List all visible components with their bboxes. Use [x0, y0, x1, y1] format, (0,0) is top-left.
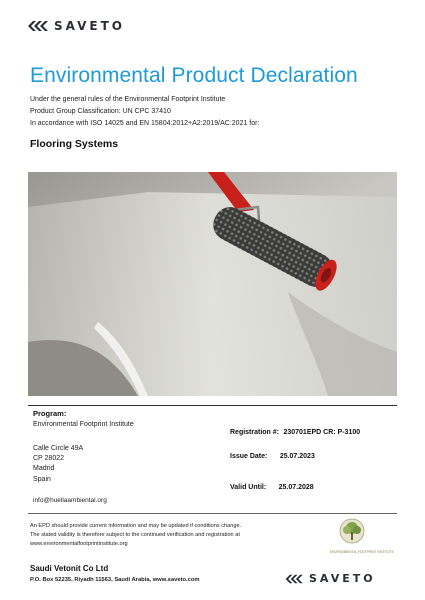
footer-brand-name: SAVETO: [309, 572, 376, 585]
standard-line: In accordance with ISO 14025 and EN 15804:2012+A2:2019/AC:2021 for:: [30, 120, 260, 127]
rules-line: Under the general rules of the Environmental Footprint Institute: [30, 96, 226, 103]
issue-date-row: [230, 445, 315, 463]
classification-line: Product Group Classification: UN CPC 37410: [30, 108, 171, 115]
footer-chevron-icon: [285, 573, 305, 585]
cover-photo: [28, 172, 397, 396]
disclaimer-line-1: An EPD should provide current information and may be updated if conditions change.: [30, 523, 242, 529]
saveto-logo: [28, 19, 125, 33]
program-email[interactable]: info@huellaambiental.org: [33, 497, 107, 504]
valid-until-row: [230, 476, 314, 494]
seal-caption: ENVIRONMENTAL FOOTPRINT INSTITUTE: [330, 550, 394, 554]
tree-globe-icon: [335, 518, 369, 544]
registration-value: 230701EPD CR: P-3100: [283, 429, 361, 436]
issue-date-value: 25.07.2023: [279, 453, 315, 460]
program-label: Program:: [33, 409, 67, 418]
footer-divider: [28, 513, 397, 514]
saveto-chevron-icon: [28, 19, 50, 33]
program-name: Environmental Footprint Institute: [33, 421, 134, 428]
disclaimer: [30, 522, 300, 549]
issue-date-label: Issue Date:: [230, 453, 268, 460]
address-line-3: Madrid: [33, 465, 55, 472]
disclaimer-line-2: The stated validity is therefore subject to the continued verification and registration at: [30, 532, 240, 538]
section-divider: [28, 405, 397, 406]
company-name: Saudi Vetonit Co Ltd: [30, 564, 109, 573]
document-title: Environmental Product Declaration: [30, 64, 358, 87]
company-address: P.O. Box 52235, Riyadh 11563, Saudi Arabia, www.saveto.com: [30, 577, 200, 583]
disclaimer-line-3: www.environmentalfootprintinstitute.org: [30, 541, 128, 547]
address-line-2: CP 28022: [33, 455, 65, 462]
floor-roller-illustration: [28, 172, 397, 396]
footer-saveto-logo: [285, 572, 376, 585]
registration-label: Registration #:: [230, 429, 280, 436]
valid-until-label: Valid Until:: [230, 484, 267, 491]
address-line-4: Spain: [33, 476, 51, 483]
institute-seal: [330, 518, 394, 554]
product-name: Flooring Systems: [30, 138, 119, 150]
brand-name: SAVETO: [54, 19, 125, 33]
address-line-1: Calle Circle 49A: [33, 445, 84, 452]
registration-row: [230, 421, 360, 439]
valid-until-value: 25.07.2028: [278, 484, 314, 491]
